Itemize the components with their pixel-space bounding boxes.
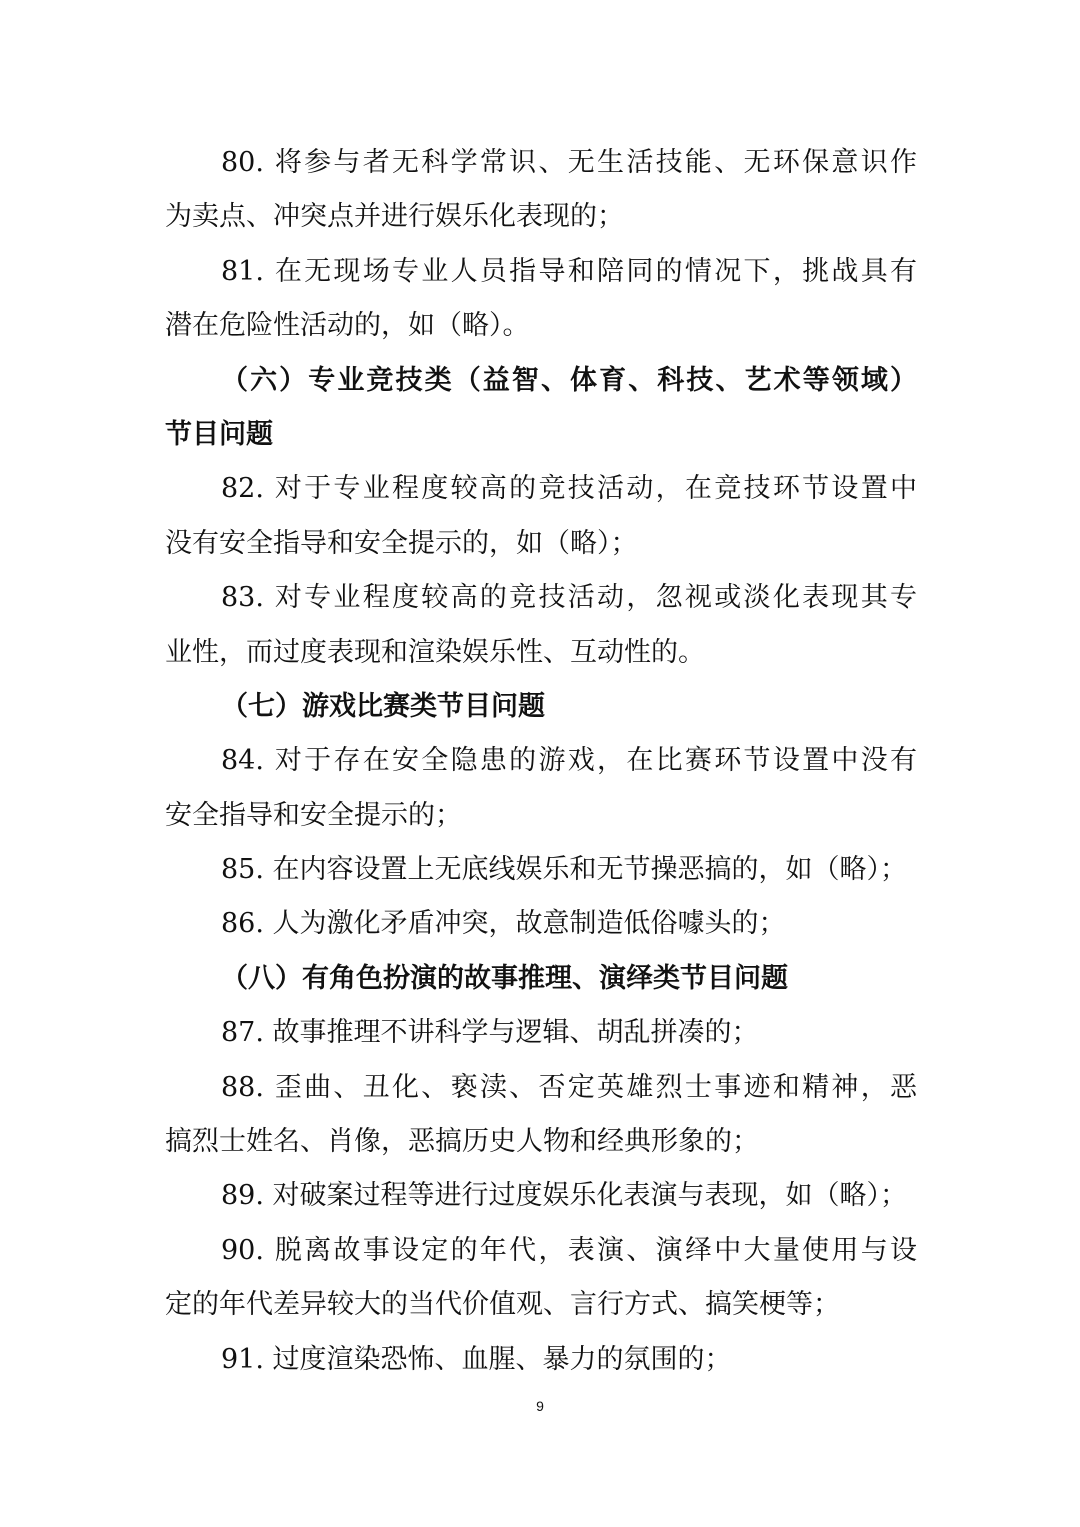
item-84-line-2: 安全指导和安全提示的； xyxy=(165,799,462,831)
item-86: 86. 人为激化矛盾冲突，故意制造低俗噱头的； xyxy=(221,908,786,940)
item-88-line-2: 搞烈士姓名、肖像，恶搞历史人物和经典形象的； xyxy=(165,1126,759,1158)
item-81-line-2: 潜在危险性活动的，如（略）。 xyxy=(165,310,530,342)
item-83-line-1: 83. 对专业程度较高的竞技活动，忽视或淡化表现其专 xyxy=(221,582,917,614)
item-89: 89. 对破案过程等进行过度娱乐化表演与表现，如（略）； xyxy=(221,1180,908,1212)
item-88-line-1: 88. 歪曲、丑化、亵渎、否定英雄烈士事迹和精神，恶 xyxy=(221,1071,917,1103)
item-90-line-1: 90. 脱离故事设定的年代，表演、演绎中大量使用与设 xyxy=(221,1234,917,1266)
item-85: 85. 在内容设置上无底线娱乐和无节操恶搞的，如（略）； xyxy=(221,854,908,886)
item-80-line-2: 为卖点、冲突点并进行娱乐化表现的； xyxy=(165,201,624,233)
item-81-line-1: 81. 在无现场专业人员指导和陪同的情况下，挑战具有 xyxy=(221,255,917,287)
section-8-heading: （八）有角色扮演的故事推理、演绎类节目问题 xyxy=(221,962,788,994)
item-90-line-2: 定的年代差异较大的当代价值观、言行方式、搞笑梗等； xyxy=(165,1289,840,1321)
item-83-line-2: 业性，而过度表现和渲染娱乐性、互动性的。 xyxy=(165,636,705,668)
item-87: 87. 故事推理不讲科学与逻辑、胡乱拼凑的； xyxy=(221,1017,759,1049)
section-6-heading-line-2: 节目问题 xyxy=(165,418,273,450)
item-80-line-1: 80. 将参与者无科学常识、无生活技能、无环保意识作 xyxy=(221,147,917,178)
section-7-heading: （七）游戏比赛类节目问题 xyxy=(221,690,545,722)
item-84-line-1: 84. 对于存在安全隐患的游戏，在比赛环节设置中没有 xyxy=(221,745,917,777)
item-82-line-2: 没有安全指导和安全提示的，如（略）； xyxy=(165,527,638,559)
section-6-heading-line-1: （六）专业竞技类（益智、体育、科技、艺术等领域） xyxy=(221,364,917,396)
item-82-line-1: 82. 对于专业程度较高的竞技活动，在竞技环节设置中 xyxy=(221,473,917,505)
item-91: 91. 过度渲染恐怖、血腥、暴力的氛围的； xyxy=(221,1343,732,1375)
document-body xyxy=(165,136,917,1387)
page-number: 9 xyxy=(536,1398,544,1414)
